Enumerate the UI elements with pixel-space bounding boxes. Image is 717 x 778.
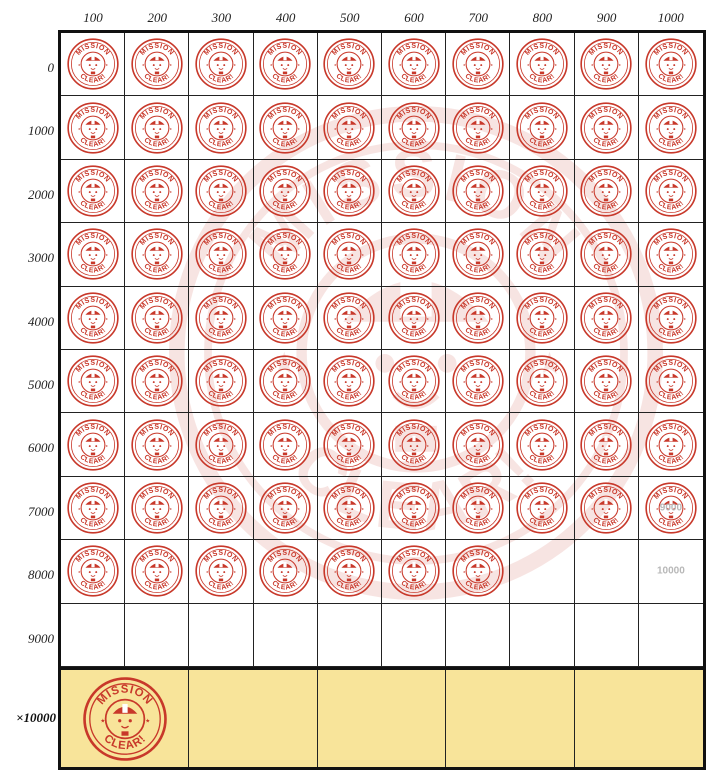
row-label: 2000 bbox=[28, 186, 54, 202]
stamp-cell[interactable] bbox=[189, 96, 253, 159]
column-label: 300 bbox=[211, 10, 232, 25]
stamp-cell[interactable] bbox=[125, 33, 189, 96]
stamp-cell[interactable] bbox=[639, 477, 703, 540]
stamp-cell[interactable] bbox=[189, 33, 253, 96]
stamp-cell[interactable] bbox=[254, 287, 318, 350]
stamp-cell[interactable] bbox=[61, 96, 125, 159]
mission-clear-stamp-icon bbox=[81, 675, 169, 763]
stamp-cell[interactable] bbox=[318, 223, 382, 286]
stamp-cell[interactable] bbox=[318, 477, 382, 540]
mission-clear-stamp-icon bbox=[579, 481, 633, 535]
mission-clear-stamp-icon bbox=[130, 354, 184, 408]
stamp-cell[interactable] bbox=[61, 413, 125, 476]
stamp-cell[interactable] bbox=[575, 223, 639, 286]
mission-clear-stamp-icon bbox=[515, 481, 569, 535]
stamp-cell[interactable] bbox=[510, 540, 574, 603]
stamp-cell[interactable] bbox=[382, 477, 446, 540]
mission-clear-stamp-icon bbox=[66, 418, 120, 472]
stamp-cell[interactable] bbox=[575, 160, 639, 223]
mission-clear-stamp-icon bbox=[258, 544, 312, 598]
mission-clear-stamp-icon bbox=[66, 164, 120, 218]
stamp-cell[interactable] bbox=[61, 160, 125, 223]
stamp-cell[interactable] bbox=[575, 477, 639, 540]
stamp-cell[interactable] bbox=[382, 223, 446, 286]
mission-clear-stamp-icon bbox=[387, 418, 441, 472]
stamp-cell[interactable] bbox=[189, 477, 253, 540]
stamp-cell[interactable] bbox=[382, 413, 446, 476]
stamp-cell[interactable] bbox=[382, 350, 446, 413]
row-label: 0 bbox=[47, 60, 54, 75]
stamp-cell[interactable] bbox=[318, 160, 382, 223]
mission-clear-stamp-icon bbox=[194, 354, 248, 408]
mission-clear-stamp-icon bbox=[66, 481, 120, 535]
mission-clear-stamp-icon bbox=[322, 291, 376, 345]
stamp-grid bbox=[61, 33, 703, 667]
mission-clear-stamp-icon bbox=[194, 544, 248, 598]
column-label: 800 bbox=[532, 10, 553, 25]
stamp-cell[interactable] bbox=[61, 540, 125, 603]
mission-clear-stamp-icon bbox=[515, 101, 569, 155]
bonus-cell[interactable] bbox=[61, 670, 189, 767]
mission-clear-stamp-icon bbox=[387, 37, 441, 91]
mission-clear-stamp-icon bbox=[451, 354, 505, 408]
mission-clear-stamp-icon bbox=[579, 291, 633, 345]
stamp-cell[interactable] bbox=[125, 96, 189, 159]
stamp-cell[interactable] bbox=[125, 287, 189, 350]
mission-clear-stamp-icon bbox=[387, 544, 441, 598]
mission-clear-stamp-icon bbox=[194, 418, 248, 472]
stamp-cell[interactable] bbox=[189, 223, 253, 286]
cell-number: 9000 bbox=[659, 502, 683, 514]
stamp-cell[interactable] bbox=[446, 223, 510, 286]
stamp-cell[interactable] bbox=[639, 540, 703, 603]
row-label: 1000 bbox=[28, 123, 54, 139]
stamp-cell[interactable] bbox=[639, 413, 703, 476]
stamp-cell[interactable] bbox=[189, 160, 253, 223]
stamp-cell[interactable] bbox=[639, 287, 703, 350]
stamp-cell[interactable] bbox=[189, 350, 253, 413]
stamp-cell[interactable] bbox=[254, 160, 318, 223]
stamp-cell[interactable] bbox=[446, 350, 510, 413]
stamp-cell[interactable] bbox=[318, 604, 382, 667]
stamp-cell[interactable] bbox=[254, 604, 318, 667]
mission-clear-stamp-icon bbox=[194, 37, 248, 91]
row-label: 8000 bbox=[28, 567, 54, 583]
mission-clear-stamp-icon bbox=[130, 418, 184, 472]
stamp-cell[interactable] bbox=[254, 223, 318, 286]
bonus-row bbox=[61, 667, 703, 767]
stamp-cell[interactable] bbox=[382, 287, 446, 350]
mission-clear-stamp-icon bbox=[579, 354, 633, 408]
stamp-cell[interactable] bbox=[254, 350, 318, 413]
stamp-cell[interactable] bbox=[639, 160, 703, 223]
column-label: 100 bbox=[83, 10, 103, 25]
mission-clear-stamp-icon bbox=[451, 164, 505, 218]
stamp-cell[interactable] bbox=[125, 223, 189, 286]
mission-clear-stamp-icon bbox=[387, 101, 441, 155]
column-label: 700 bbox=[468, 10, 488, 25]
stamp-cell[interactable] bbox=[510, 160, 574, 223]
stamp-cell[interactable] bbox=[446, 604, 510, 667]
stamp-cell[interactable] bbox=[639, 223, 703, 286]
stamp-cell[interactable] bbox=[189, 604, 253, 667]
stamp-cell[interactable] bbox=[61, 477, 125, 540]
mission-clear-stamp-icon bbox=[451, 291, 505, 345]
bonus-cell[interactable] bbox=[318, 670, 446, 767]
mission-clear-stamp-icon bbox=[66, 544, 120, 598]
stamp-cell[interactable] bbox=[254, 413, 318, 476]
mission-clear-stamp-icon bbox=[258, 227, 312, 281]
stamp-cell[interactable] bbox=[382, 604, 446, 667]
mission-clear-stamp-icon bbox=[451, 481, 505, 535]
row-label: 6000 bbox=[28, 440, 54, 456]
stamp-cell[interactable] bbox=[254, 96, 318, 159]
row-label: 3000 bbox=[28, 250, 54, 266]
stamp-cell[interactable] bbox=[189, 287, 253, 350]
stamp-cell[interactable] bbox=[318, 96, 382, 159]
mission-clear-stamp-icon bbox=[130, 291, 184, 345]
column-label: 200 bbox=[147, 10, 167, 25]
mission-clear-stamp-icon bbox=[644, 164, 698, 218]
mission-clear-stamp-icon bbox=[644, 354, 698, 408]
mission-clear-stamp-icon bbox=[194, 164, 248, 218]
mission-clear-stamp-icon bbox=[130, 227, 184, 281]
stamp-card-board bbox=[58, 30, 706, 770]
mission-clear-stamp-icon bbox=[644, 291, 698, 345]
mission-clear-stamp-icon bbox=[322, 354, 376, 408]
stamp-cell[interactable] bbox=[318, 287, 382, 350]
mission-clear-stamp-icon bbox=[387, 164, 441, 218]
stamp-cell[interactable] bbox=[446, 477, 510, 540]
mission-clear-stamp-icon bbox=[258, 291, 312, 345]
mission-clear-stamp-icon bbox=[644, 227, 698, 281]
stamp-cell[interactable] bbox=[318, 413, 382, 476]
stamp-cell[interactable] bbox=[382, 96, 446, 159]
stamp-cell[interactable] bbox=[510, 223, 574, 286]
stamp-cell[interactable] bbox=[575, 33, 639, 96]
row-label: 5000 bbox=[28, 377, 54, 392]
bonus-row-label: ×10000 bbox=[16, 710, 56, 725]
mission-clear-stamp-icon bbox=[515, 291, 569, 345]
bonus-cell[interactable] bbox=[446, 670, 574, 767]
mission-clear-stamp-icon bbox=[194, 481, 248, 535]
stamp-cell[interactable] bbox=[446, 413, 510, 476]
mission-clear-stamp-icon bbox=[515, 418, 569, 472]
mission-clear-stamp-icon bbox=[130, 37, 184, 91]
stamp-cell[interactable] bbox=[61, 287, 125, 350]
mission-clear-stamp-icon bbox=[387, 291, 441, 345]
mission-clear-stamp-icon bbox=[258, 418, 312, 472]
mission-clear-stamp-icon bbox=[322, 481, 376, 535]
row-label: 7000 bbox=[28, 503, 54, 519]
stamp-cell[interactable] bbox=[575, 413, 639, 476]
mission-clear-stamp-icon bbox=[451, 227, 505, 281]
stamp-cell[interactable] bbox=[639, 33, 703, 96]
stamp-cell[interactable] bbox=[189, 540, 253, 603]
cell-number: 10000 bbox=[656, 565, 685, 577]
mission-clear-stamp-icon bbox=[258, 354, 312, 408]
mission-clear-stamp-icon bbox=[130, 101, 184, 155]
stamp-cell[interactable] bbox=[254, 540, 318, 603]
mission-clear-stamp-icon bbox=[387, 481, 441, 535]
row-label: 4000 bbox=[28, 313, 54, 329]
mission-clear-stamp-icon bbox=[322, 37, 376, 91]
mission-clear-stamp-icon bbox=[515, 37, 569, 91]
stamp-cell[interactable] bbox=[189, 413, 253, 476]
stamp-cell[interactable] bbox=[125, 477, 189, 540]
mission-clear-stamp-icon bbox=[322, 544, 376, 598]
column-label: 600 bbox=[404, 10, 424, 25]
mission-clear-stamp-icon bbox=[579, 418, 633, 472]
mission-clear-stamp-icon bbox=[644, 101, 698, 155]
mission-clear-stamp-icon bbox=[194, 291, 248, 345]
stamp-cell[interactable] bbox=[125, 350, 189, 413]
stamp-cell[interactable] bbox=[318, 540, 382, 603]
stamp-cell[interactable] bbox=[382, 160, 446, 223]
stamp-cell[interactable] bbox=[639, 604, 703, 667]
stamp-cell[interactable] bbox=[510, 477, 574, 540]
stamp-cell[interactable] bbox=[575, 540, 639, 603]
stamp-cell[interactable] bbox=[510, 96, 574, 159]
stamp-cell[interactable] bbox=[446, 540, 510, 603]
mission-clear-stamp-icon bbox=[451, 37, 505, 91]
stamp-cell[interactable] bbox=[382, 33, 446, 96]
stamp-cell[interactable] bbox=[575, 287, 639, 350]
stamp-cell[interactable] bbox=[446, 160, 510, 223]
stamp-cell[interactable] bbox=[61, 604, 125, 667]
stamp-cell[interactable] bbox=[125, 604, 189, 667]
stamp-cell[interactable] bbox=[382, 540, 446, 603]
stamp-cell[interactable] bbox=[446, 33, 510, 96]
mission-clear-stamp-icon bbox=[130, 481, 184, 535]
mission-clear-stamp-icon bbox=[130, 544, 184, 598]
mission-clear-stamp-icon bbox=[194, 227, 248, 281]
mission-clear-stamp-icon bbox=[130, 164, 184, 218]
stamp-cell[interactable] bbox=[575, 350, 639, 413]
stamp-cell[interactable] bbox=[125, 160, 189, 223]
mission-clear-stamp-icon bbox=[579, 164, 633, 218]
mission-clear-stamp-icon bbox=[194, 101, 248, 155]
stamp-cell[interactable] bbox=[510, 604, 574, 667]
column-label: 400 bbox=[275, 10, 296, 25]
stamp-cell[interactable] bbox=[318, 350, 382, 413]
mission-clear-stamp-icon bbox=[579, 227, 633, 281]
stamp-cell[interactable] bbox=[510, 413, 574, 476]
stamp-cell[interactable] bbox=[254, 477, 318, 540]
stamp-cell[interactable] bbox=[61, 223, 125, 286]
stamp-cell[interactable] bbox=[639, 96, 703, 159]
mission-clear-stamp-icon bbox=[515, 164, 569, 218]
stamp-cell[interactable] bbox=[61, 350, 125, 413]
mission-clear-stamp-icon bbox=[322, 101, 376, 155]
stamp-cell[interactable] bbox=[510, 350, 574, 413]
mission-clear-stamp-icon bbox=[387, 354, 441, 408]
mission-clear-stamp-icon bbox=[258, 101, 312, 155]
column-label: 500 bbox=[340, 10, 360, 25]
stamp-cell[interactable] bbox=[254, 33, 318, 96]
bonus-cell[interactable] bbox=[189, 670, 317, 767]
mission-clear-stamp-icon bbox=[515, 354, 569, 408]
bonus-cell[interactable] bbox=[575, 670, 703, 767]
column-label: 900 bbox=[596, 10, 617, 25]
mission-clear-stamp-icon bbox=[258, 37, 312, 91]
mission-clear-stamp-icon bbox=[579, 101, 633, 155]
stamp-cell[interactable] bbox=[446, 96, 510, 159]
mission-clear-stamp-icon bbox=[322, 227, 376, 281]
stamp-cell[interactable] bbox=[510, 33, 574, 96]
stamp-cell[interactable] bbox=[575, 604, 639, 667]
column-label: 1000 bbox=[657, 10, 684, 25]
mission-clear-stamp-icon bbox=[451, 418, 505, 472]
mission-clear-stamp-icon bbox=[451, 544, 505, 598]
stamp-cell[interactable] bbox=[318, 33, 382, 96]
stamp-cell[interactable] bbox=[125, 413, 189, 476]
mission-clear-stamp-icon bbox=[515, 227, 569, 281]
mission-clear-stamp-icon bbox=[644, 481, 698, 535]
stamp-cell[interactable] bbox=[510, 287, 574, 350]
mission-clear-stamp-icon bbox=[579, 37, 633, 91]
mission-clear-stamp-icon bbox=[387, 227, 441, 281]
mission-clear-stamp-icon bbox=[258, 481, 312, 535]
stamp-cell[interactable] bbox=[446, 287, 510, 350]
stamp-cell[interactable] bbox=[639, 350, 703, 413]
mission-clear-stamp-icon bbox=[66, 227, 120, 281]
mission-clear-stamp-icon bbox=[322, 418, 376, 472]
mission-clear-stamp-icon bbox=[66, 291, 120, 345]
mission-clear-stamp-icon bbox=[644, 418, 698, 472]
mission-clear-stamp-icon bbox=[644, 37, 698, 91]
mission-clear-stamp-icon bbox=[66, 101, 120, 155]
stamp-cell[interactable] bbox=[61, 33, 125, 96]
mission-clear-stamp-icon bbox=[258, 164, 312, 218]
row-label: 9000 bbox=[28, 630, 54, 646]
mission-clear-stamp-icon bbox=[451, 101, 505, 155]
stamp-cell[interactable] bbox=[125, 540, 189, 603]
mission-clear-stamp-icon bbox=[66, 354, 120, 408]
mission-clear-stamp-icon bbox=[66, 37, 120, 91]
stamp-cell[interactable] bbox=[575, 96, 639, 159]
mission-clear-stamp-icon bbox=[322, 164, 376, 218]
